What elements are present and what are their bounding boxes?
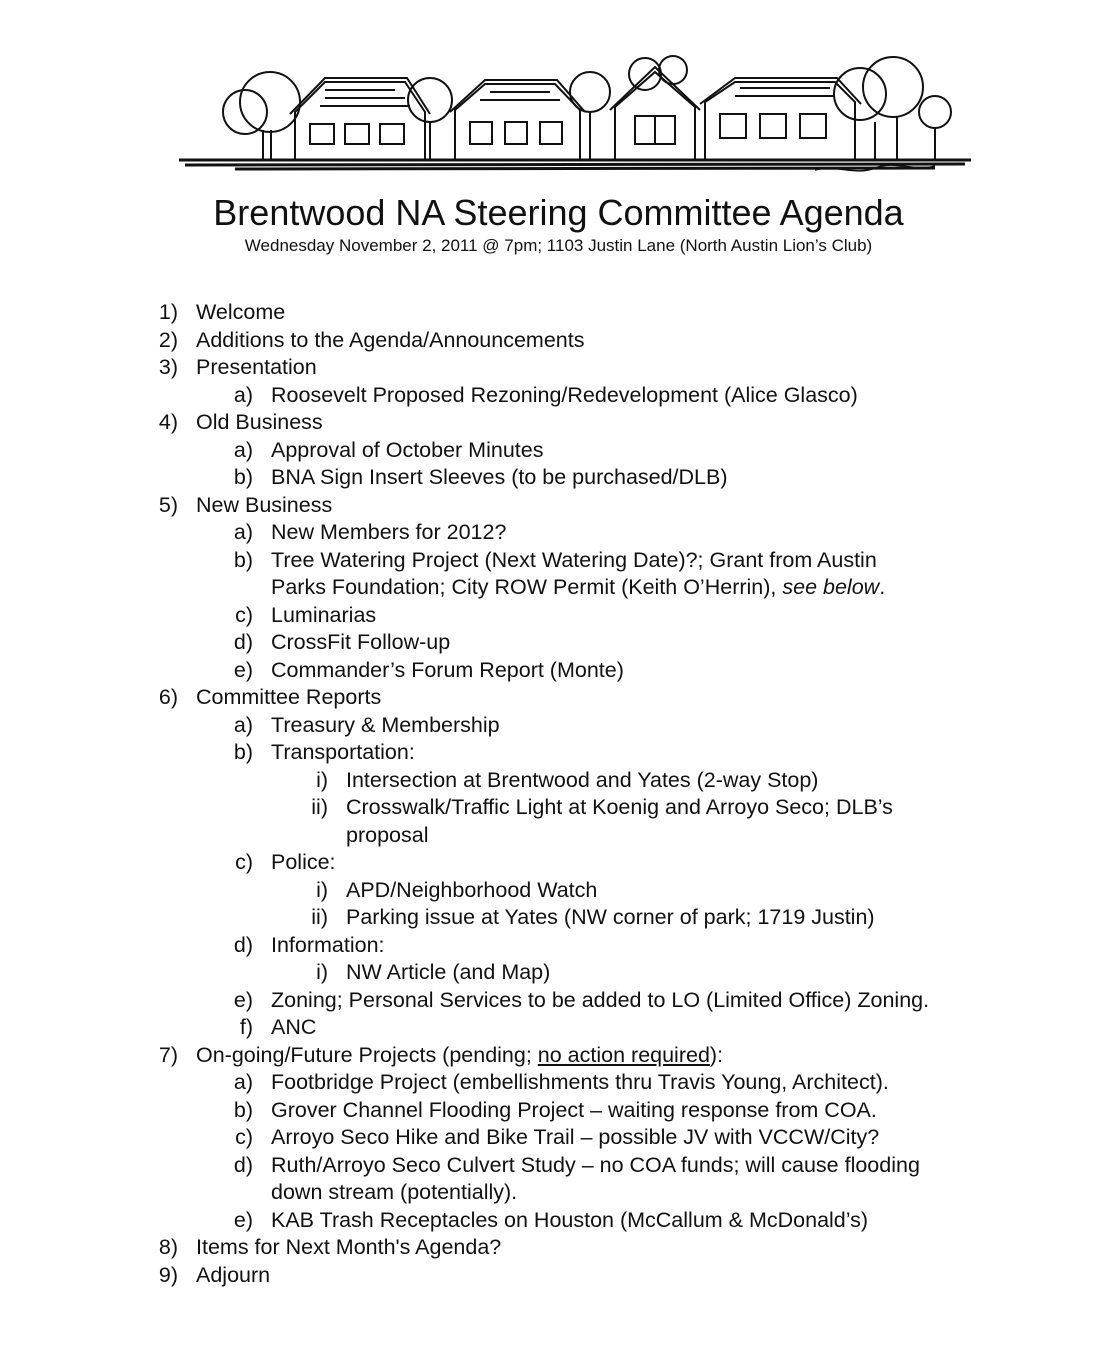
item-text-continuation: down stream (potentially).	[271, 1180, 518, 1204]
item-number: e)	[233, 1207, 253, 1232]
item-number: 2)	[158, 327, 178, 352]
item-number: 7)	[158, 1042, 178, 1067]
item-number: e)	[233, 987, 253, 1012]
page-title: Brentwood NA Steering Committee Agenda	[213, 192, 904, 233]
no-action-required-underline: no action required	[537, 1042, 710, 1067]
agenda-subitem	[0, 464, 1117, 492]
item-number: d)	[233, 1152, 253, 1177]
item-text: Zoning; Personal Services to be added to LO (Limited Office) Zoning.	[271, 987, 930, 1012]
item-text: Tree Watering Project (Next Watering Date)?; Grant from Austin	[271, 547, 877, 572]
agenda-subsubitem	[0, 959, 1117, 987]
agenda-subsubitem-continuation	[0, 822, 1117, 850]
item-text: Old Business	[196, 410, 323, 434]
item-number: b)	[233, 740, 253, 764]
item-text: Additions to the Agenda/Announcements	[196, 327, 585, 352]
item-text: Treasury & Membership	[271, 712, 500, 737]
item-text: BNA Sign Insert Sleeves (to be purchased/DLB)	[271, 465, 728, 489]
agenda-subitem	[0, 1124, 1117, 1152]
agenda-item	[0, 684, 1117, 712]
item-text: APD/Neighborhood Watch	[346, 877, 598, 902]
item-text: Roosevelt Proposed Rezoning/Redevelopment (Alice Glasco)	[271, 382, 858, 407]
item-number: a)	[233, 1070, 253, 1094]
item-text: Footbridge Project (embellishments thru Travis Young, Architect).	[271, 1070, 889, 1094]
item-text: CrossFit Follow-up	[271, 630, 451, 654]
agenda-subitem	[0, 437, 1117, 465]
agenda-subitem	[0, 519, 1117, 547]
agenda-subitem	[0, 1207, 1117, 1235]
agenda-subsubitem	[0, 767, 1117, 795]
item-number: 1)	[158, 300, 178, 324]
item-number: e)	[233, 657, 253, 682]
agenda-item	[0, 354, 1117, 382]
item-text: Police:	[271, 850, 336, 874]
item-number: 5)	[158, 492, 178, 517]
item-text: Intersection at Brentwood and Yates (2-way Stop)	[346, 767, 819, 792]
agenda-subsubitem	[0, 794, 1117, 822]
agenda-subitem	[0, 849, 1117, 877]
agenda-subitem	[0, 602, 1117, 630]
item-number: 3)	[158, 355, 178, 379]
item-number: b)	[233, 1097, 253, 1122]
agenda-item	[0, 409, 1117, 437]
agenda-subitem	[0, 1152, 1117, 1180]
item-number: d)	[233, 630, 253, 654]
see-below-emphasis: see below	[782, 575, 880, 599]
item-text: ANC	[271, 1015, 317, 1039]
agenda-item	[0, 1042, 1117, 1070]
agenda-item	[0, 299, 1117, 327]
agenda-subitem	[0, 1014, 1117, 1042]
item-number: d)	[233, 932, 253, 957]
agenda-subitem	[0, 739, 1117, 767]
agenda-subitem	[0, 987, 1117, 1015]
item-number: a)	[233, 382, 253, 407]
item-number: c)	[235, 602, 253, 627]
agenda-item	[0, 1234, 1117, 1262]
item-text: Information:	[271, 932, 385, 957]
item-text: Adjourn	[196, 1262, 271, 1287]
item-text: Grover Channel Flooding Project – waiting response from COA.	[271, 1097, 877, 1122]
item-text: Crosswalk/Traffic Light at Koenig and Arroyo Seco; DLB’s	[346, 795, 893, 819]
item-number: f)	[239, 1015, 253, 1039]
agenda-subitem	[0, 712, 1117, 740]
agenda-subitem	[0, 657, 1117, 685]
item-text: Ruth/Arroyo Seco Culvert Study – no COA funds; will cause flooding	[271, 1152, 920, 1177]
item-text: Arroyo Seco Hike and Bike Trail – possible JV with VCCW/City?	[271, 1125, 880, 1149]
item-text: Items for Next Month's Agenda?	[196, 1235, 502, 1259]
item-number: 4)	[158, 410, 178, 434]
item-text: NW Article (and Map)	[346, 960, 551, 984]
agenda-item	[0, 492, 1117, 520]
item-text: New Members for 2012?	[271, 520, 507, 544]
meeting-details: Wednesday November 2, 2011 @ 7pm; 1103 Justin Lane (North Austin Lion’s Club)	[244, 236, 873, 255]
item-number: a)	[233, 712, 253, 737]
item-number: a)	[233, 520, 253, 544]
item-number: 6)	[158, 685, 178, 709]
agenda-subitem	[0, 1069, 1117, 1097]
item-text: Welcome	[196, 300, 286, 324]
item-number: i)	[316, 960, 328, 984]
agenda-subitem-continuation	[0, 574, 1117, 602]
agenda-subsubitem	[0, 904, 1117, 932]
item-text: Transportation:	[271, 740, 415, 764]
item-number: ii)	[311, 905, 328, 929]
item-text-continuation: Parks Foundation; City ROW Permit (Keith O’Herrin), see below.	[271, 575, 886, 599]
item-number: ii)	[311, 795, 328, 819]
agenda-subsubitem	[0, 877, 1117, 905]
item-number: c)	[235, 1125, 253, 1149]
item-text: Committee Reports	[196, 685, 382, 709]
item-number: 8)	[158, 1235, 178, 1259]
agenda-list	[0, 299, 1117, 1289]
agenda-subitem	[0, 547, 1117, 575]
item-number: b)	[233, 547, 253, 572]
item-number: i)	[316, 767, 328, 792]
item-text: New Business	[196, 492, 333, 517]
item-text: Approval of October Minutes	[271, 437, 544, 462]
item-text-continuation: proposal	[346, 822, 429, 847]
item-number: b)	[233, 465, 253, 489]
agenda-subitem	[0, 629, 1117, 657]
item-text: KAB Trash Receptacles on Houston (McCallum & McDonald’s)	[271, 1207, 869, 1232]
item-number: c)	[235, 850, 253, 874]
neighborhood-sketch-banner	[175, 52, 975, 180]
item-text: Commander’s Forum Report (Monte)	[271, 657, 624, 682]
agenda-subitem	[0, 932, 1117, 960]
item-number: a)	[233, 437, 253, 462]
agenda-subitem	[0, 382, 1117, 410]
item-text: Parking issue at Yates (NW corner of park; 1719 Justin)	[346, 905, 875, 929]
item-text: Luminarias	[271, 602, 377, 627]
agenda-item	[0, 327, 1117, 355]
item-text: On-going/Future Projects (pending; no action required):	[196, 1042, 724, 1067]
item-number: i)	[316, 877, 328, 902]
agenda-subitem	[0, 1097, 1117, 1125]
agenda-subitem-continuation	[0, 1179, 1117, 1207]
item-text: Presentation	[196, 355, 317, 379]
item-number: 9)	[158, 1262, 178, 1287]
agenda-item	[0, 1262, 1117, 1290]
